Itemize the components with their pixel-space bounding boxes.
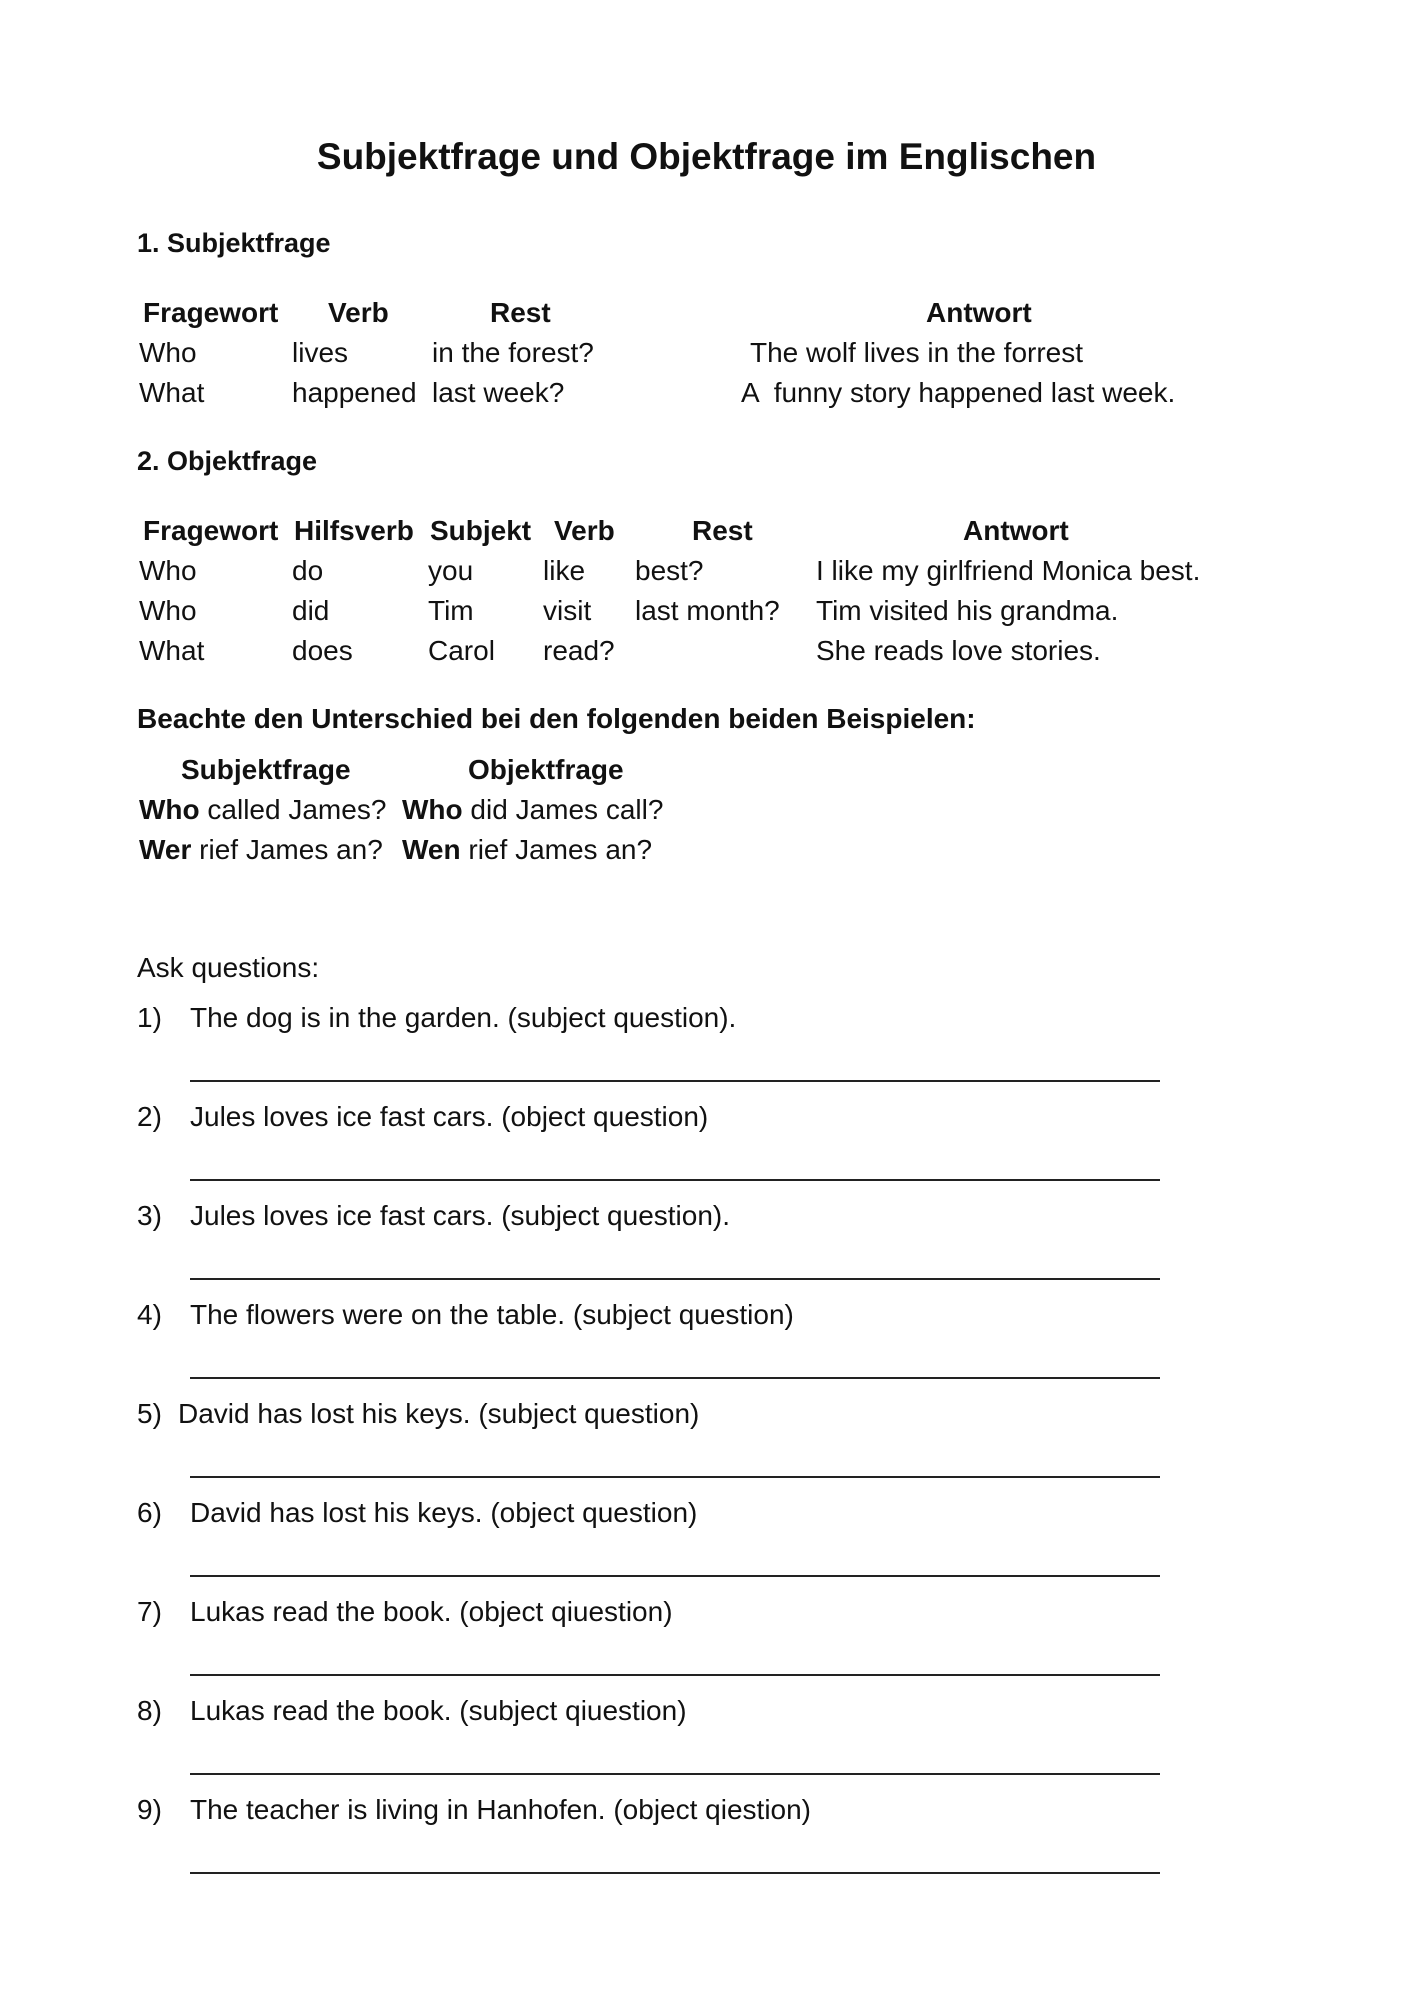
page-title: Subjektfrage und Objektfrage im Englischen <box>316 136 1097 177</box>
question-number: 2) <box>137 1101 162 1132</box>
question-text: Lukas read the book. (object qiuestion) <box>190 1596 673 1627</box>
compare-header-subjektfrage: Subjektfrage <box>181 754 351 785</box>
example-rest: called James? <box>199 794 387 825</box>
answer-line[interactable] <box>190 1872 1160 1874</box>
answer-line[interactable] <box>190 1278 1160 1280</box>
table1-cell: last week? <box>432 377 565 408</box>
table2-header-rest: Rest <box>692 515 753 546</box>
question-text: Jules loves ice fast cars. (subject question). <box>190 1200 731 1231</box>
table2-cell: Who <box>139 595 197 626</box>
table1-cell: The wolf lives in the forrest <box>750 337 1084 368</box>
table2-cell: visit <box>543 595 592 626</box>
table2-cell: I like my girlfriend Monica best. <box>816 555 1201 586</box>
question-word: Wen <box>402 834 461 865</box>
comparison-note: Beachte den Unterschied bei den folgenden beiden Beispielen: <box>137 703 976 734</box>
table2-cell: Carol <box>428 635 495 666</box>
table1-header-fragewort: Fragewort <box>143 297 279 328</box>
question-number: 8) <box>137 1695 162 1726</box>
question-number: 1) <box>137 1002 162 1033</box>
question-text: The dog is in the garden. (subject question). <box>190 1002 737 1033</box>
question-text: Lukas read the book. (subject qiuestion) <box>190 1695 687 1726</box>
question-number: 7) <box>137 1596 162 1627</box>
answer-line[interactable] <box>190 1080 1160 1082</box>
table2-cell: read? <box>543 635 615 666</box>
example-rest: rief James an? <box>460 834 653 865</box>
section-heading-subjektfrage: 1. Subjektfrage <box>137 228 331 258</box>
table2-cell: She reads love stories. <box>816 635 1101 666</box>
table2-header-subjekt: Subjekt <box>430 515 532 546</box>
compare-header-objektfrage: Objektfrage <box>468 754 624 785</box>
table2-header-fragewort: Fragewort <box>143 515 279 546</box>
compare-subject-example <box>139 794 386 826</box>
table2-cell: you <box>428 555 474 586</box>
answer-line[interactable] <box>190 1377 1160 1379</box>
question-number: 6) <box>137 1497 162 1528</box>
table2-cell: Who <box>139 555 197 586</box>
question-number: 5) <box>137 1398 162 1429</box>
table2-cell: What <box>139 635 205 666</box>
table2-header-verb: Verb <box>554 515 615 546</box>
example-rest: did James call? <box>462 794 664 825</box>
question-word: Who <box>402 794 463 825</box>
table1-cell: A funny story happened last week. <box>741 377 1176 408</box>
question-text: The teacher is living in Hanhofen. (object qiestion) <box>190 1794 812 1825</box>
answer-line[interactable] <box>190 1179 1160 1181</box>
table1-header-rest: Rest <box>490 297 551 328</box>
exercise-intro: Ask questions: <box>137 952 320 983</box>
example-rest: rief James an? <box>191 834 383 865</box>
question-text: Jules loves ice fast cars. (object question) <box>190 1101 709 1132</box>
question-word: Wer <box>139 834 192 865</box>
table2-cell: Tim visited his grandma. <box>816 595 1119 626</box>
question-number: 9) <box>137 1794 162 1825</box>
table1-header-antwort: Antwort <box>926 297 1032 328</box>
answer-line[interactable] <box>190 1674 1160 1676</box>
answer-line[interactable] <box>190 1773 1160 1775</box>
answer-line[interactable] <box>190 1575 1160 1577</box>
question-number: 4) <box>137 1299 162 1330</box>
table2-cell: do <box>292 555 324 586</box>
table2-cell: like <box>543 555 586 586</box>
compare-object-example <box>402 794 663 826</box>
table2-cell: Tim <box>428 595 474 626</box>
compare-object-example <box>402 834 652 866</box>
answer-line[interactable] <box>190 1476 1160 1478</box>
question-text: The flowers were on the table. (subject question) <box>190 1299 794 1330</box>
table2-header-antwort: Antwort <box>963 515 1069 546</box>
table1-cell: happened <box>292 377 417 408</box>
table1-cell: lives <box>292 337 349 368</box>
table1-cell: Who <box>139 337 197 368</box>
table2-cell: best? <box>635 555 704 586</box>
question-number: 3) <box>137 1200 162 1231</box>
question-text: David has lost his keys. (object question) <box>190 1497 698 1528</box>
table2-cell: last month? <box>635 595 780 626</box>
compare-subject-example <box>139 834 383 866</box>
table1-header-verb: Verb <box>328 297 389 328</box>
table1-cell: in the forest? <box>432 337 594 368</box>
question-word: Who <box>139 794 200 825</box>
question-text: David has lost his keys. (subject question) <box>178 1398 700 1429</box>
table2-header-hilfsverb: Hilfsverb <box>294 515 414 546</box>
table1-cell: What <box>139 377 205 408</box>
table2-cell: did <box>292 595 330 626</box>
section-heading-objektfrage: 2. Objektfrage <box>137 446 318 476</box>
table2-cell: does <box>292 635 353 666</box>
